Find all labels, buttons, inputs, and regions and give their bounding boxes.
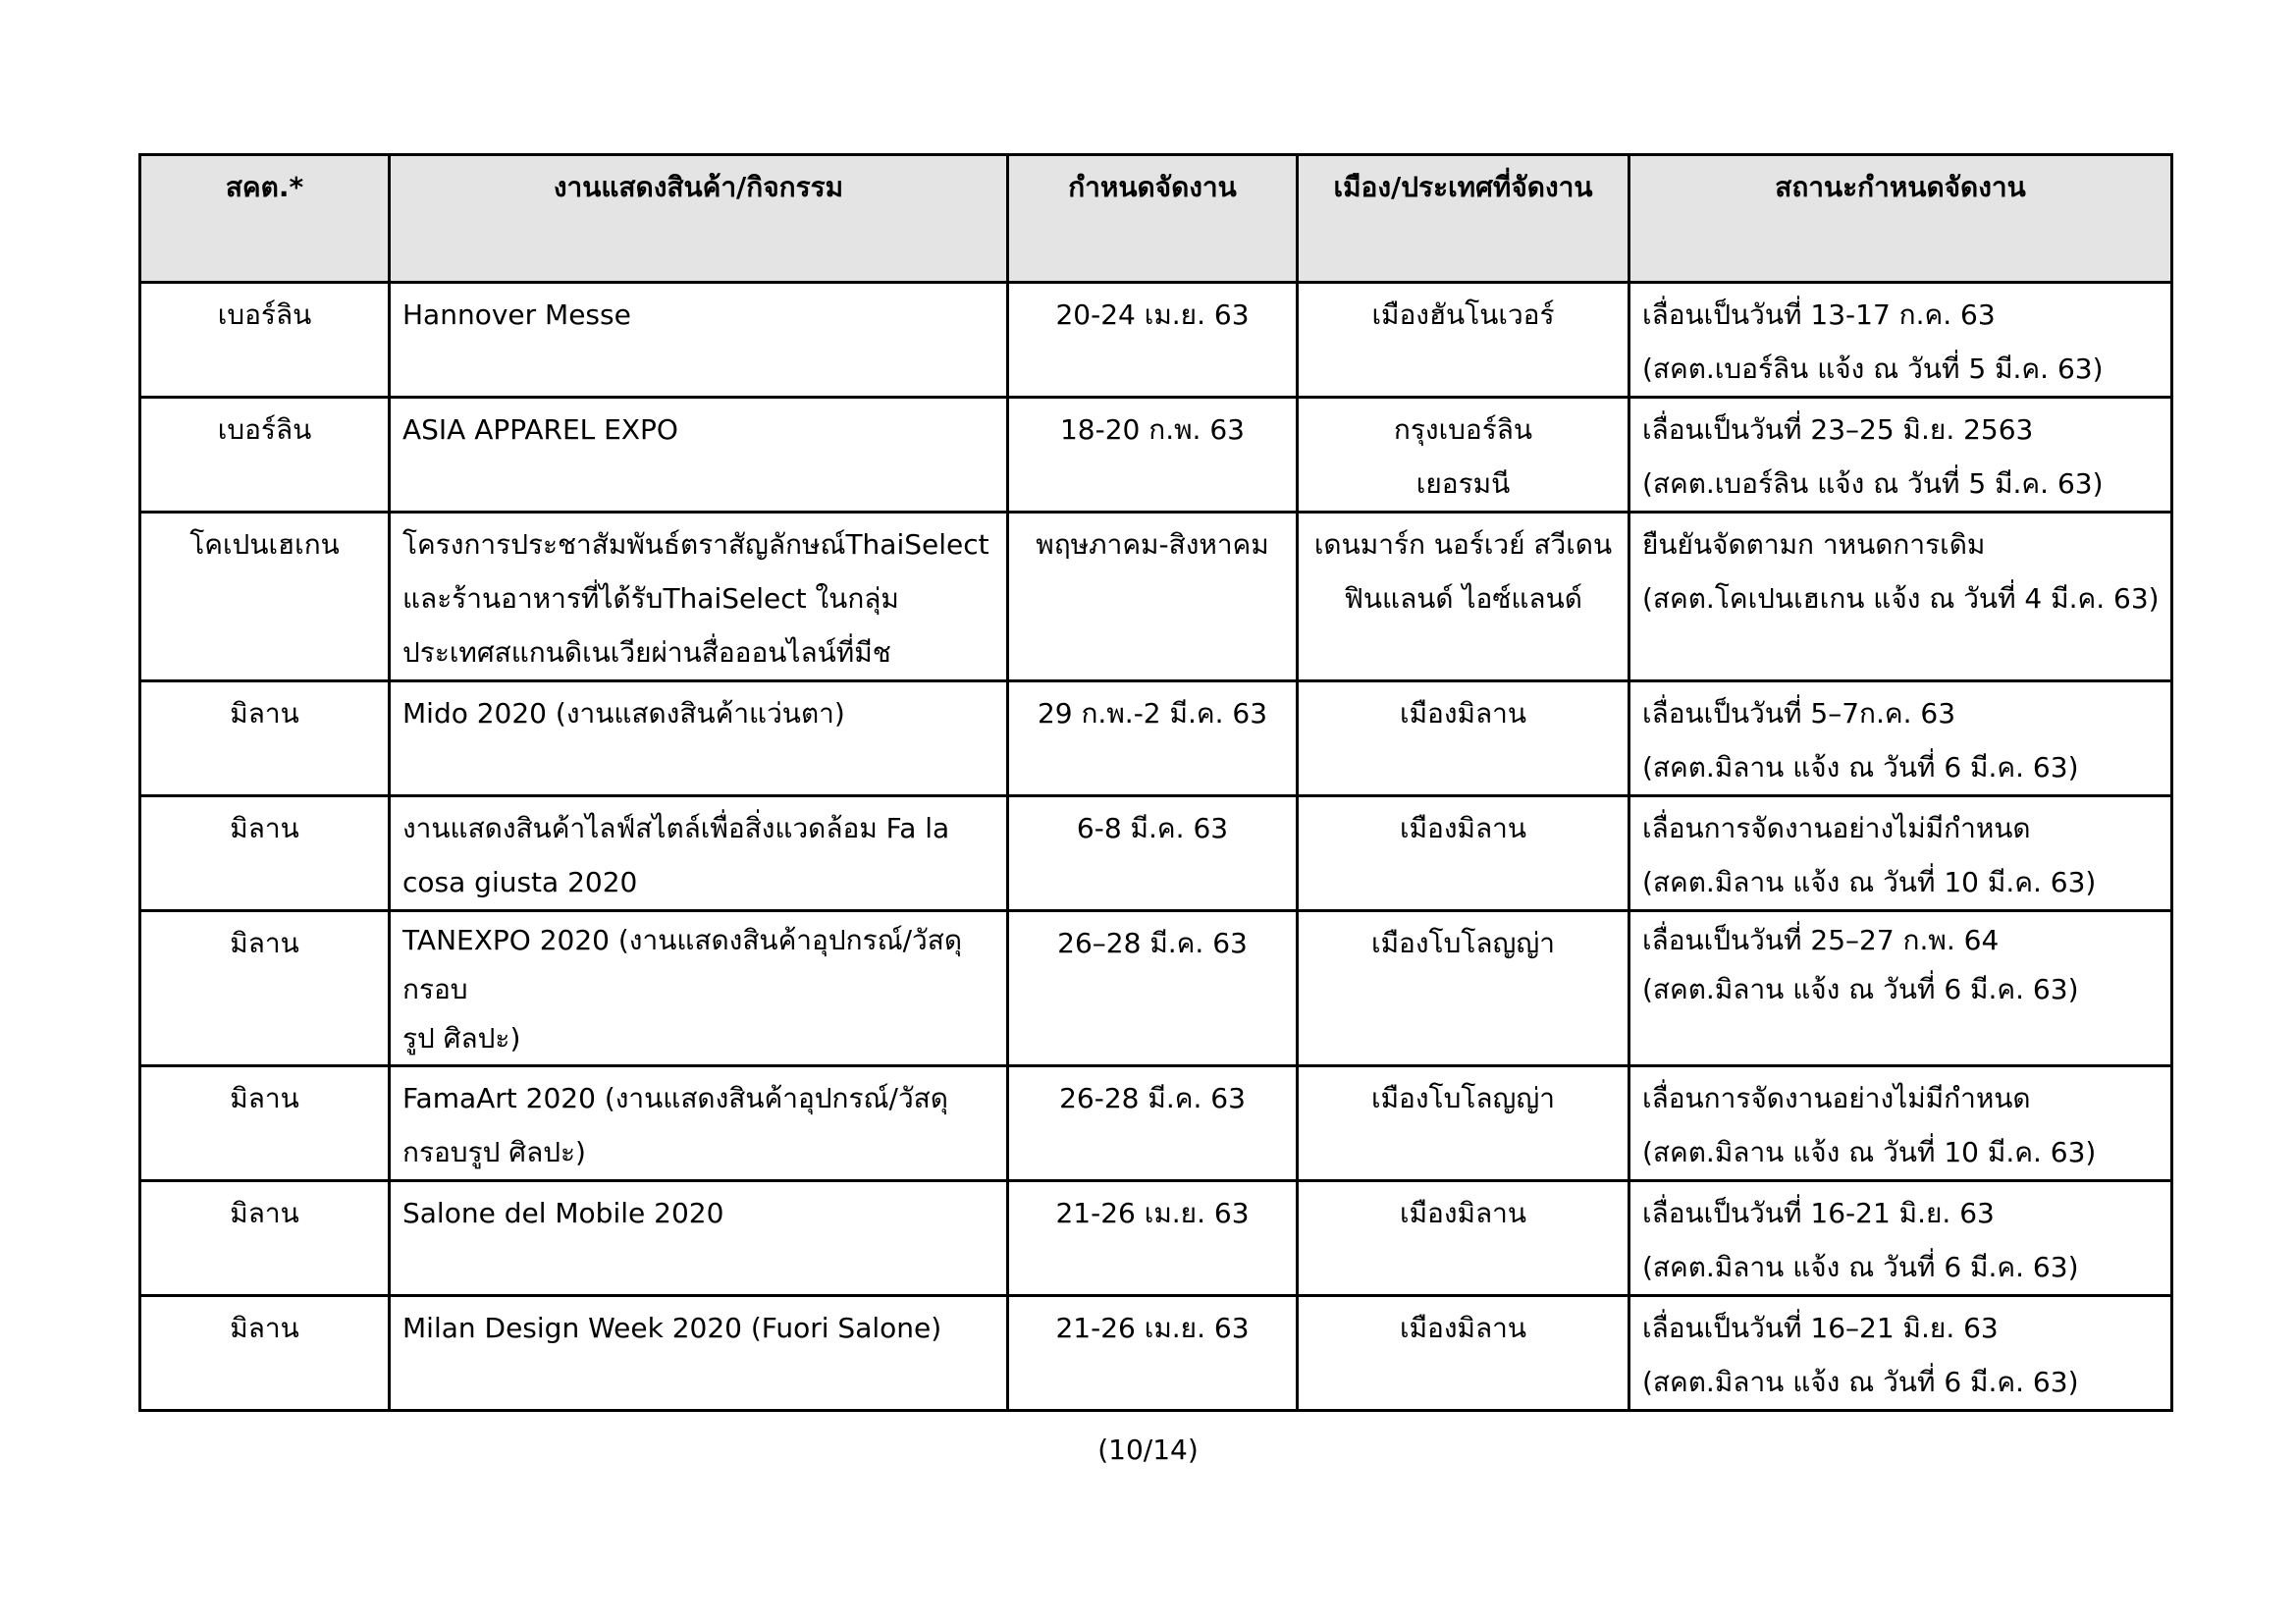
- city-line: เมืองฮันโนเวอร์: [1371, 298, 1555, 331]
- event-line: Milan Design Week 2020 (Fuori Salone): [402, 1312, 942, 1344]
- event-line: งานแสดงสินค้าไลฟ์สไตล์เพื่อสิ่งแวดล้อม Fa la: [402, 812, 950, 844]
- cell-status: [1629, 513, 2172, 681]
- status-note: (สคต.มิลาน แจ้ง ณ วันที่ 6 มี.ค. 63): [1642, 1366, 2079, 1398]
- cell-event: [390, 1066, 1008, 1181]
- cell-event: [390, 796, 1008, 911]
- cell-city: [1298, 1296, 1629, 1411]
- city-line: เมืองมิลาน: [1400, 812, 1526, 844]
- cell-office: มิลาน: [140, 1296, 390, 1411]
- event-line: กรอบรูป ศิลปะ): [402, 1136, 586, 1168]
- city-line: เยอรมนี: [1415, 467, 1511, 500]
- city-line: เมืองมิลาน: [1400, 1312, 1526, 1344]
- status-note: (สคต.เบอร์ลิน แจ้ง ณ วันที่ 5 มี.ค. 63): [1642, 467, 2104, 500]
- cell-status: [1629, 796, 2172, 911]
- status-line: เลื่อนเป็นวันที่ 25–27 ก.พ. 64: [1642, 924, 2000, 956]
- table-header-row: [140, 155, 2172, 283]
- event-line: ประเทศสแกนดิเนเวียผ่านสื่อออนไลน์ที่มีช: [402, 636, 891, 669]
- status-note: (สคต.มิลาน แจ้ง ณ วันที่ 6 มี.ค. 63): [1642, 973, 2079, 1005]
- event-line: FamaArt 2020 (งานแสดงสินค้าอุปกรณ์/วัสดุ: [402, 1082, 948, 1114]
- cell-city: [1298, 681, 1629, 796]
- table-row: [140, 1181, 2172, 1296]
- cell-status: [1629, 911, 2172, 1066]
- event-line: Mido 2020 (งานแสดงสินค้าแว่นตา): [402, 697, 845, 730]
- status-line: เลื่อนเป็นวันที่ 23–25 มิ.ย. 2563: [1642, 413, 2034, 446]
- cell-event: [390, 1181, 1008, 1296]
- cell-status: [1629, 681, 2172, 796]
- cell-city: [1298, 513, 1629, 681]
- cell-date: 26-28 มี.ค. 63: [1008, 1066, 1298, 1181]
- table-row: [140, 1296, 2172, 1411]
- cell-event: [390, 513, 1008, 681]
- cell-office: เบอร์ลิน: [140, 398, 390, 513]
- event-line: Hannover Messe: [402, 298, 631, 331]
- header-office: สคต.*: [140, 155, 390, 283]
- cell-office: เบอร์ลิน: [140, 283, 390, 398]
- cell-city: [1298, 911, 1629, 1066]
- event-line: cosa giusta 2020: [402, 866, 638, 898]
- header-status: สถานะกำหนดจัดงาน: [1629, 155, 2172, 283]
- page-number: (10/14): [1097, 1434, 1199, 1466]
- table-row: [140, 796, 2172, 911]
- status-note: (สคต.มิลาน แจ้ง ณ วันที่ 10 มี.ค. 63): [1642, 1136, 2097, 1168]
- cell-city: [1298, 1066, 1629, 1181]
- city-line: เดนมาร์ก นอร์เวย์ สวีเดน: [1313, 528, 1613, 561]
- table-row: [140, 1066, 2172, 1181]
- event-line: TANEXPO 2020 (งานแสดงสินค้าอุปกรณ์/วัสดุกรอบ: [402, 924, 963, 1005]
- cell-office: โคเปนเฮเกน: [140, 513, 390, 681]
- header-city: เมือง/ประเทศที่จัดงาน: [1298, 155, 1629, 283]
- status-note: (สคต.มิลาน แจ้ง ณ วันที่ 6 มี.ค. 63): [1642, 1251, 2079, 1283]
- event-line: โครงการประชาสัมพันธ์ตราสัญลักษณ์ThaiSelect: [402, 528, 989, 561]
- status-line: เลื่อนเป็นวันที่ 13-17 ก.ค. 63: [1642, 298, 1996, 331]
- status-line: เลื่อนเป็นวันที่ 16-21 มิ.ย. 63: [1642, 1197, 1995, 1229]
- cell-status: [1629, 1181, 2172, 1296]
- cell-date: 6-8 มี.ค. 63: [1008, 796, 1298, 911]
- event-line: รูป ศิลปะ): [402, 1022, 521, 1055]
- cell-date: 21-26 เม.ย. 63: [1008, 1296, 1298, 1411]
- cell-office: มิลาน: [140, 1181, 390, 1296]
- cell-date: 21-26 เม.ย. 63: [1008, 1181, 1298, 1296]
- cell-event: [390, 1296, 1008, 1411]
- cell-status: [1629, 1066, 2172, 1181]
- cell-city: [1298, 283, 1629, 398]
- table-row: [140, 513, 2172, 681]
- table-row: [140, 911, 2172, 1066]
- table-row: [140, 398, 2172, 513]
- cell-date: พฤษภาคม-สิงหาคม: [1008, 513, 1298, 681]
- cell-status: [1629, 283, 2172, 398]
- status-note: (สคต.มิลาน แจ้ง ณ วันที่ 6 มี.ค. 63): [1642, 751, 2079, 784]
- event-line: Salone del Mobile 2020: [402, 1197, 724, 1229]
- cell-office: มิลาน: [140, 911, 390, 1066]
- cell-event: [390, 911, 1008, 1066]
- city-line: เมืองโบโลญญ่า: [1371, 1082, 1555, 1114]
- header-event: งานแสดงสินค้า/กิจกรรม: [390, 155, 1008, 283]
- cell-date: 18-20 ก.พ. 63: [1008, 398, 1298, 513]
- cell-event: [390, 398, 1008, 513]
- status-line: เลื่อนการจัดงานอย่างไม่มีกำหนด: [1642, 1082, 2031, 1114]
- cell-city: [1298, 398, 1629, 513]
- status-line: เลื่อนเป็นวันที่ 5–7ก.ค. 63: [1642, 697, 1956, 730]
- cell-event: [390, 681, 1008, 796]
- cell-office: มิลาน: [140, 796, 390, 911]
- cell-date: 26–28 มี.ค. 63: [1008, 911, 1298, 1066]
- trade-events-table: [138, 153, 2173, 1412]
- event-line: และร้านอาหารที่ได้รับThaiSelect ในกลุ่ม: [402, 582, 899, 615]
- city-line: ฟินแลนด์ ไอซ์แลนด์: [1344, 582, 1582, 615]
- city-line: เมืองมิลาน: [1400, 697, 1526, 730]
- cell-status: [1629, 398, 2172, 513]
- city-line: กรุงเบอร์ลิน: [1393, 413, 1533, 446]
- header-date: กำหนดจัดงาน: [1008, 155, 1298, 283]
- status-line: เลื่อนการจัดงานอย่างไม่มีกำหนด: [1642, 812, 2031, 844]
- cell-office: มิลาน: [140, 681, 390, 796]
- cell-date: 29 ก.พ.-2 มี.ค. 63: [1008, 681, 1298, 796]
- cell-event: [390, 283, 1008, 398]
- table-row: [140, 681, 2172, 796]
- city-line: เมืองมิลาน: [1400, 1197, 1526, 1229]
- cell-city: [1298, 796, 1629, 911]
- table-row: [140, 283, 2172, 398]
- cell-city: [1298, 1181, 1629, 1296]
- status-line: เลื่อนเป็นวันที่ 16–21 มิ.ย. 63: [1642, 1312, 1999, 1344]
- cell-status: [1629, 1296, 2172, 1411]
- event-line: ASIA APPAREL EXPO: [402, 413, 678, 446]
- status-note: (สคต.เบอร์ลิน แจ้ง ณ วันที่ 5 มี.ค. 63): [1642, 352, 2104, 385]
- status-line: ยืนยันจัดตามก าหนดการเดิม: [1642, 528, 1986, 561]
- cell-office: มิลาน: [140, 1066, 390, 1181]
- city-line: เมืองโบโลญญ่า: [1371, 927, 1555, 959]
- table-body: [140, 283, 2172, 1411]
- cell-date: 20-24 เม.ย. 63: [1008, 283, 1298, 398]
- status-note: (สคต.มิลาน แจ้ง ณ วันที่ 10 มี.ค. 63): [1642, 866, 2097, 898]
- status-note: (สคต.โคเปนเฮเกน แจ้ง ณ วันที่ 4 มี.ค. 63): [1642, 582, 2160, 615]
